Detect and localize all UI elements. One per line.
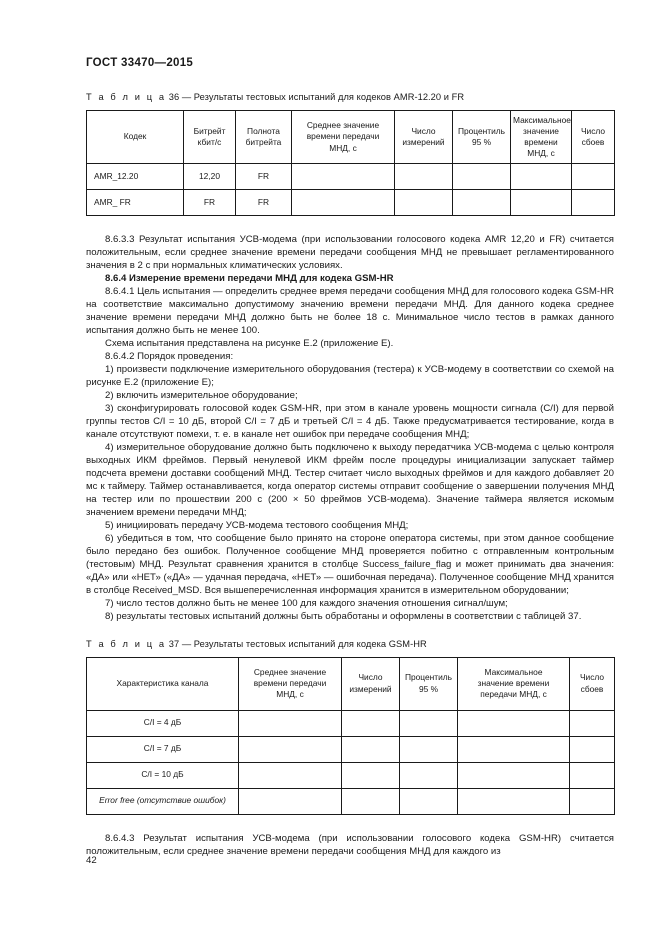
- table-cell: [400, 788, 458, 814]
- table-cell: [511, 190, 572, 216]
- table-37-col-channel-characteristic: Характеристика канала: [87, 657, 239, 710]
- table-37-caption: [86, 639, 614, 649]
- table-cell: [458, 788, 570, 814]
- table-36-caption: [86, 92, 614, 102]
- table-36-col-mean-time: Среднее значение времени передачи МНД, с: [292, 111, 395, 164]
- table-cell: [395, 190, 453, 216]
- table-cell: FR: [236, 190, 292, 216]
- table-row: [87, 788, 615, 814]
- table-cell: [292, 190, 395, 216]
- list-item-1: 1) произвести подключение измерительного оборудования (тестера) к УСВ-модему в соответствии со схемой на рисунке Е.2 (приложение Е);: [86, 363, 614, 388]
- table-cell: AMR_12.20: [87, 164, 184, 190]
- table-cell: [239, 736, 342, 762]
- table-cell: FR: [236, 164, 292, 190]
- table-36-col-percentile: Процентиль 95 %: [453, 111, 511, 164]
- table-37-caption-number: 37: [168, 638, 180, 649]
- table-36-header-row: [87, 111, 615, 164]
- table-cell: [342, 710, 400, 736]
- table-cell: [342, 762, 400, 788]
- table-cell: [342, 788, 400, 814]
- table-cell: [292, 164, 395, 190]
- table-row: [87, 762, 615, 788]
- table-37-col-max-time: Максимальное значение времени передачи МНД, с: [458, 657, 570, 710]
- table-cell: [511, 164, 572, 190]
- table-cell: [458, 736, 570, 762]
- table-cell: [572, 190, 615, 216]
- table-36-col-codec: Кодек: [87, 111, 184, 164]
- table-row: [87, 164, 615, 190]
- list-item-2: 2) включить измерительное оборудование;: [105, 389, 298, 401]
- table-cell-label: C/I = 10 дБ: [87, 762, 239, 788]
- table-cell-label: C/I = 4 дБ: [87, 710, 239, 736]
- table-36-col-measurement-count: Число измерений: [395, 111, 453, 164]
- table-cell-label: C/I = 7 дБ: [87, 736, 239, 762]
- table-37-col-measurement-count: Число измерений: [342, 657, 400, 710]
- list-item-7: 7) число тестов должно быть не менее 100 для каждого значения отношения сигнал/шум;: [105, 597, 508, 609]
- table-36: [86, 110, 615, 216]
- table-row: [87, 736, 615, 762]
- table-cell: [395, 164, 453, 190]
- table-37-col-mean-time: Среднее значение времени передачи МНД, с: [239, 657, 342, 710]
- table-cell: [239, 710, 342, 736]
- table-cell: [400, 762, 458, 788]
- table-cell: [458, 710, 570, 736]
- standard-header: ГОСТ 33470—2015: [86, 57, 194, 69]
- table-cell: [400, 736, 458, 762]
- table-37-caption-text: — Результаты тестовых испытаний для кодека GSM-HR: [181, 638, 427, 649]
- table-36-caption-label: Т а б л и ц а: [86, 92, 167, 102]
- table-cell: [570, 710, 615, 736]
- paragraph-8-6-3-3: 8.6.3.3 Результат испытания УСВ-модема (при использовании голосового кодека AMR 12,20 и FR) считается положительным, если среднее значение времени передачи сообщения МНД не превышает регламентированного значения в 2 с при нормальных климатических условиях.: [86, 234, 614, 271]
- page-number: 42: [86, 855, 97, 866]
- list-item-3: 3) сконфигурировать голосовой кодек GSM-HR, при этом в канале уровень мощности сигнала (C/I) для первой группы тестов C/I = 10 дБ, второй C/I = 7 дБ и третьей C/I = 4 дБ. Также предусматривается тестирование, когда в канале отсутствуют помехи, т. е. в канале нет ошибок при передаче сообщения МНД;: [86, 402, 614, 440]
- table-37-header-row: [87, 657, 615, 710]
- table-cell: [570, 762, 615, 788]
- table-row: [87, 710, 615, 736]
- table-cell: 12,20: [184, 164, 236, 190]
- table-37-col-failures: Число сбоев: [570, 657, 615, 710]
- table-37: [86, 657, 615, 815]
- table-cell: [239, 762, 342, 788]
- table-36-caption-number: 36: [168, 92, 180, 102]
- list-item-4: 4) измерительное оборудование должно быть подключено к выходу передатчика УСВ-модема с целью контроля выходных ИКМ фреймов. Первый ненулевой ИКМ фрейм после процедуры инициализации запускает таймер подсчета времени доставки сообщений МНД. Тестер считает число выходных фреймов и для каждого добавляет 20 мс к таймеру. Таймер останавливается, когда оператор системы отправит сообщение о завершении получения МНД на тестер или по прошествии 200 с (200 × 50 фреймов УСВ-модема). Значение таймера является искомым значением времени передачи МНД;: [86, 441, 614, 518]
- table-36-col-failures: Число сбоев: [572, 111, 615, 164]
- paragraph-test-scheme: Схема испытания представлена на рисунке Е.2 (приложение Е).: [105, 337, 394, 349]
- table-36-caption-text: — Результаты тестовых испытаний для кодеков AMR-12.20 и FR: [181, 92, 465, 102]
- table-cell: [458, 762, 570, 788]
- table-cell: [572, 164, 615, 190]
- table-cell: FR: [184, 190, 236, 216]
- heading-8-6-4: 8.6.4 Измерение времени передачи МНД для кодека GSM-HR: [105, 272, 394, 284]
- table-cell: [453, 164, 511, 190]
- table-cell: [570, 736, 615, 762]
- table-cell: [453, 190, 511, 216]
- paragraph-8-6-4-3: 8.6.4.3 Результат испытания УСВ-модема (при использовании голосового кодека GSM-HR) считается положительным, если среднее значение времени передачи сообщения МНД для каждого из: [86, 832, 614, 857]
- list-item-5: 5) инициировать передачу УСВ-модема тестового сообщения МНД;: [105, 519, 409, 531]
- table-row: [87, 190, 615, 216]
- paragraph-8-6-4-2: 8.6.4.2 Порядок проведения:: [105, 350, 234, 362]
- table-cell-label: Error free (отсутствие ошибок): [87, 788, 239, 814]
- table-cell: [570, 788, 615, 814]
- table-36-col-bitrate-fullness: Полнота битрейта: [236, 111, 292, 164]
- table-37-caption-label: Т а б л и ц а: [86, 638, 167, 649]
- table-cell: AMR_ FR: [87, 190, 184, 216]
- list-item-6: 6) убедиться в том, что сообщение было принято на стороне оператора системы, при этом данное сообщение было передано без ошибок. Полученное сообщение МНД проверяется побитно с отправленным контрольным (тестовым) МНД. Результат сравнения хранится в столбце Success_failure_flag и может принимать два значения: «ДА» или «НЕТ» («ДА» — удачная передача, «НЕТ» — ошибочная передача). Полученное сообщение МНД хранится в столбце Received_MSD. Вся вышеперечисленная информация хранится в измерительном оборудовании;: [86, 532, 614, 596]
- paragraph-8-6-4-1: 8.6.4.1 Цель испытания — определить среднее время передачи сообщения МНД для голосового кодека GSM-HR на соответствие максимально допустимому значению времени передачи МНД. Для данного кодека среднее значение времени передачи МНД должно быть не более 18 с. Минимальное число тестов в рамках данного испытания должно быть не менее 100.: [86, 285, 614, 336]
- table-cell: [342, 736, 400, 762]
- table-cell: [400, 710, 458, 736]
- list-item-8: 8) результаты тестовых испытаний должны быть обработаны и оформлены в соответствии с таблицей 37.: [105, 610, 582, 622]
- table-cell: [239, 788, 342, 814]
- table-36-col-bitrate: Битрейт кбит/с: [184, 111, 236, 164]
- page-content: [86, 92, 614, 859]
- table-36-col-max-time: Максимальное значение времени МНД, с: [511, 111, 572, 164]
- table-37-col-percentile: Процентиль 95 %: [400, 657, 458, 710]
